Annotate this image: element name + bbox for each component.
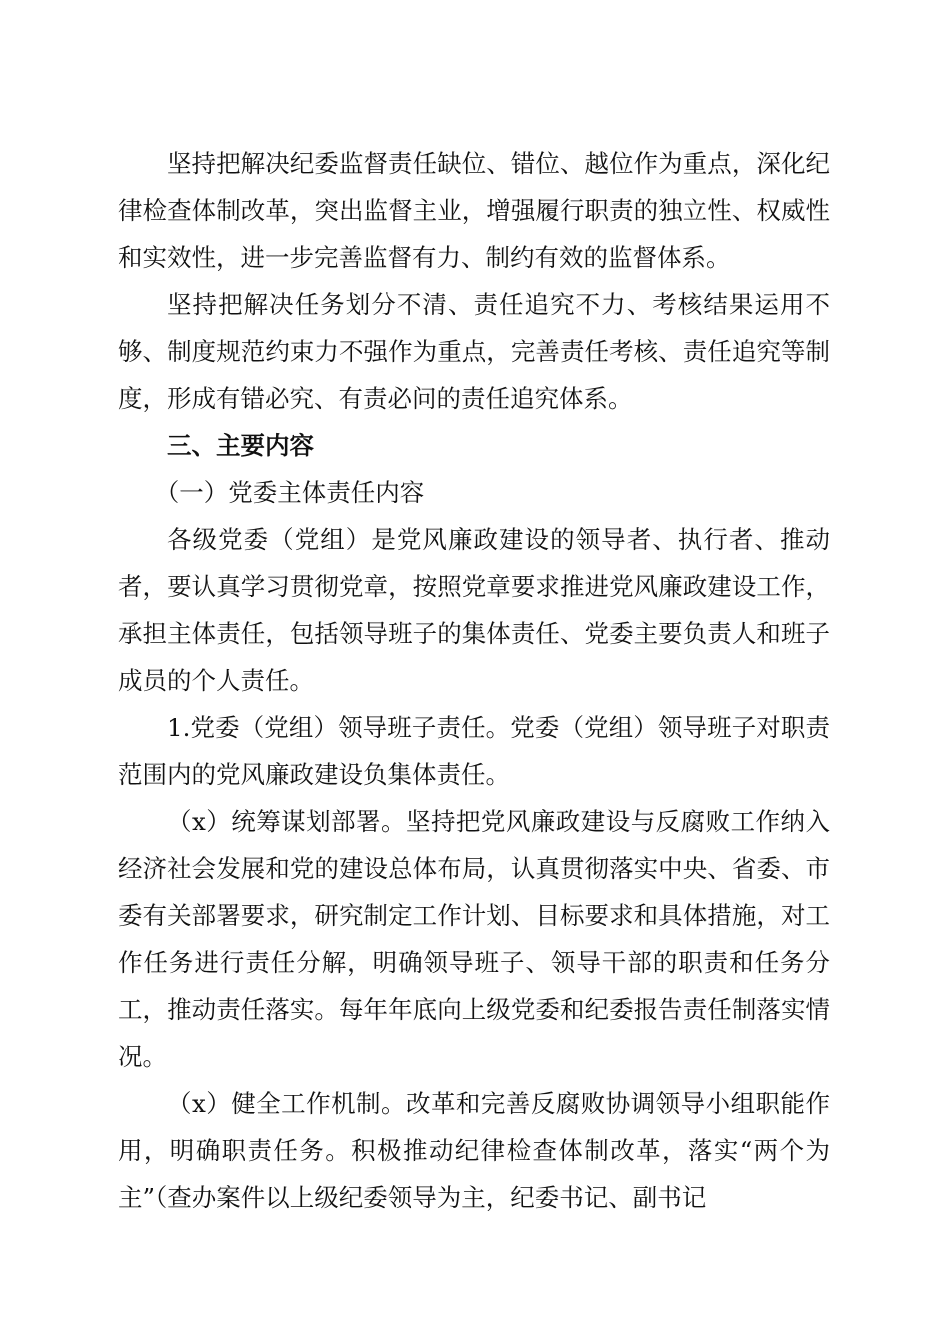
- paragraph-leadership-responsibility: 1.党委（党组）领导班子责任。党委（党组）领导班子对职责范围内的党风廉政建设负集体责任。: [118, 713, 830, 789]
- paragraph-overall-planning: （x）统筹谋划部署。坚持把党风廉政建设与反腐败工作纳入经济社会发展和党的建设总体布局，认真贯彻落实中央、省委、市委有关部署要求，研究制定工作计划、目标要求和具体措施，对工作任务进行责任分解，明确领导班子、领导干部的职责和任务分工，推动责任落实。每年年底向上级党委和纪委报告责任制落实情况。: [118, 807, 830, 1071]
- paragraph-work-mechanism: （x）健全工作机制。改革和完善反腐败协调领导小组职能作用，明确职责任务。积极推动纪律检查体制改革，落实“两个为主”（查办案件以上级纪委领导为主，纪委书记、副书记: [118, 1089, 830, 1212]
- document-body: [118, 140, 830, 1221]
- subsection-heading: （一）党委主体责任内容: [154, 478, 425, 507]
- paragraph-party-committee-role: 各级党委（党组）是党风廉政建设的领导者、执行者、推动者，要认真学习贯彻党章，按照党章要求推进党风廉政建设工作，承担主体责任，包括领导班子的集体责任、党委主要负责人和班子成员的个人责任。: [118, 525, 830, 695]
- paragraph-supervision-system: 坚持把解决纪委监督责任缺位、错位、越位作为重点，深化纪律检查体制改革，突出监督主业，增强履行职责的独立性、权威性和实效性，进一步完善监督有力、制约有效的监督体系。: [118, 149, 830, 272]
- paragraph-accountability-system: 坚持把解决任务划分不清、责任追究不力、考核结果运用不够、制度规范约束力不强作为重点，完善责任考核、责任追究等制度，形成有错必究、有责必问的责任追究体系。: [118, 290, 830, 413]
- section-heading: 三、主要内容: [167, 431, 314, 460]
